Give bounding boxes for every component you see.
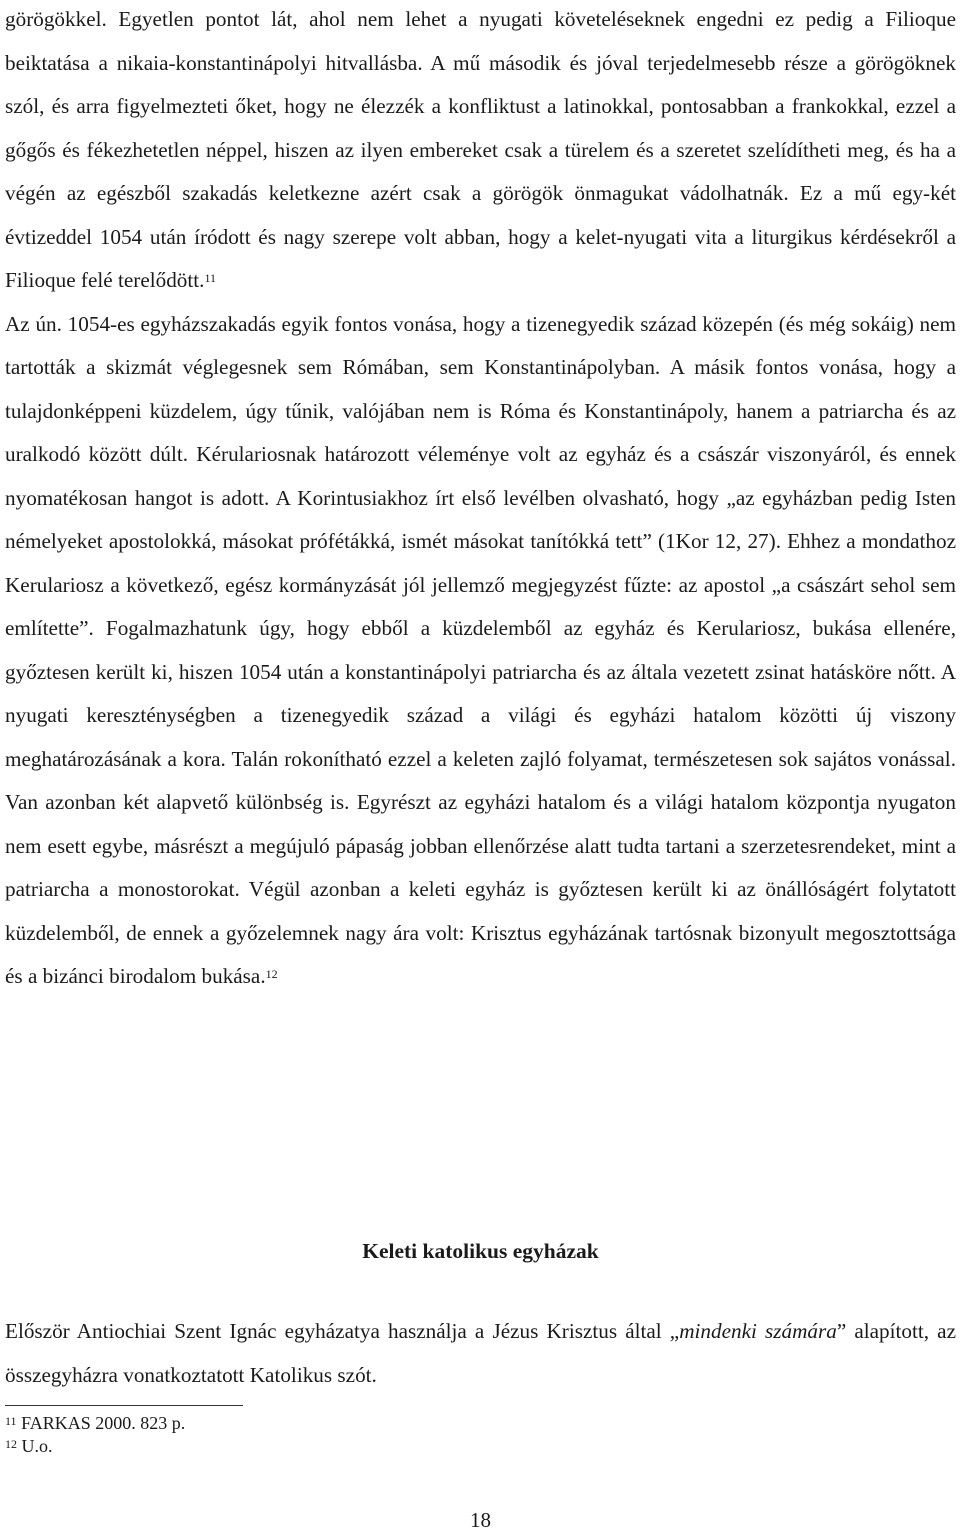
page-number: 18	[470, 1508, 491, 1532]
footnote-number: 12	[5, 1437, 17, 1451]
footnote-separator	[5, 1405, 243, 1406]
footnote-reference[interactable]: 12	[265, 967, 278, 981]
section-heading: Keleti katolikus egyházak	[362, 1239, 599, 1263]
body-paragraph	[5, 0, 956, 303]
body-paragraph	[5, 303, 956, 999]
footnotes	[5, 1412, 185, 1458]
footnote-text: FARKAS 2000. 823 p.	[21, 1413, 186, 1433]
footnote-text: U.o.	[21, 1436, 53, 1456]
italic-phrase: mindenki számára	[679, 1319, 837, 1343]
paragraph-text: Az ún. 1054-es egyházszakadás egyik fontos vonása, hogy a tizenegyedik század közepén (és még sokáig) nem tartották a skizmát véglegesnek sem Rómában, sem Konstantinápolyban. A másik fontos vonása, hogy a tulajdonképpeni küzdelem, úgy tűnik, valójában nem is Róma és Konstantinápoly, hanem a patriarcha és az uralkodó között dúlt. Kérulariosnak határozott véleménye volt az egyház és a császár viszonyáról, és ennek nyomatékosan hangot is adott. A Korintusiakhoz írt első levélben olvasható, hogy „az egyházban pedig Isten némelyeket apostolokká, másokat prófétákká, ismét másokat tanítókká tett” (1Kor 12, 27). Ehhez a mondathoz Kerulariosz a következő, egész kormányzását jól jellemző megjegyzést fűzte: az apostol „a császárt sehol sem említette”. Fogalmazhatunk úgy, hogy ebből a küzdelemből az egyház és Kerulariosz, bukása ellenére, győztesen került ki, hiszen 1054 után a konstantinápolyi patriarcha és az általa vezetett zsinat hatásköre nőtt. A nyugati kereszténységben a tizenegyedik század a világi és egyházi hatalom közötti új viszony meghatározásának a kora. Talán rokonítható ezzel a keleten zajló folyamat, természetesen sok sajátos vonással. Van azonban két alapvető különbség is. Egyrészt az egyházi hatalom és a világi hatalom központja nyugaton nem esett egybe, másrészt a megújuló pápaság jobban ellenőrzése alatt tudta tartani a szerzetesrendeket, mint a patriarcha a monostorokat. Végül azonban a keleti egyház is győztesen került ki az önállóságért folytatott küzdelemből, de ennek a győzelemnek nagy ára volt: Krisztus egyházának tartósnak bizonyult megosztottsága és a bizánci birodalom bukása.	[5, 311, 956, 988]
footnote	[5, 1412, 185, 1435]
footnote	[5, 1435, 185, 1458]
body-paragraph	[5, 1310, 956, 1397]
document-page	[5, 0, 956, 1532]
footnote-reference[interactable]: 11	[204, 271, 217, 285]
paragraph-text: ” alapított, az összegyházra vonatkoztatott Katolikus szót.	[5, 1319, 956, 1387]
paragraph-text: görögökkel. Egyetlen pontot lát, ahol nem lehet a nyugati követeléseknek engedni ez pedig a Filioque beiktatása a nikaia-konstantinápolyi hitvallásba. A mű második és jóval terjedelmesebb része a görögöknek szól, és arra figyelmezteti őket, hogy ne élezzék a konfliktust a latinokkal, pontosabban a frankokkal, ezzel a gőgős és fékezhetetlen néppel, hiszen az ilyen embereket csak a türelem és a szeretet szelídítheti meg, és ha a végén az egészből szakadás keletkezne azért csak a görögök önmagukat vádolhatnák. Ez a mű egy-két évtizeddel 1054 után íródott és nagy szerepe volt abban, hogy a kelet-nyugati vita a liturgikus kérdésekről a Filioque felé terelődött.	[5, 7, 956, 292]
paragraph-text: Először Antiochiai Szent Ignác egyházatya használja a Jézus Krisztus által „	[5, 1319, 680, 1343]
footnote-number: 11	[5, 1414, 17, 1428]
